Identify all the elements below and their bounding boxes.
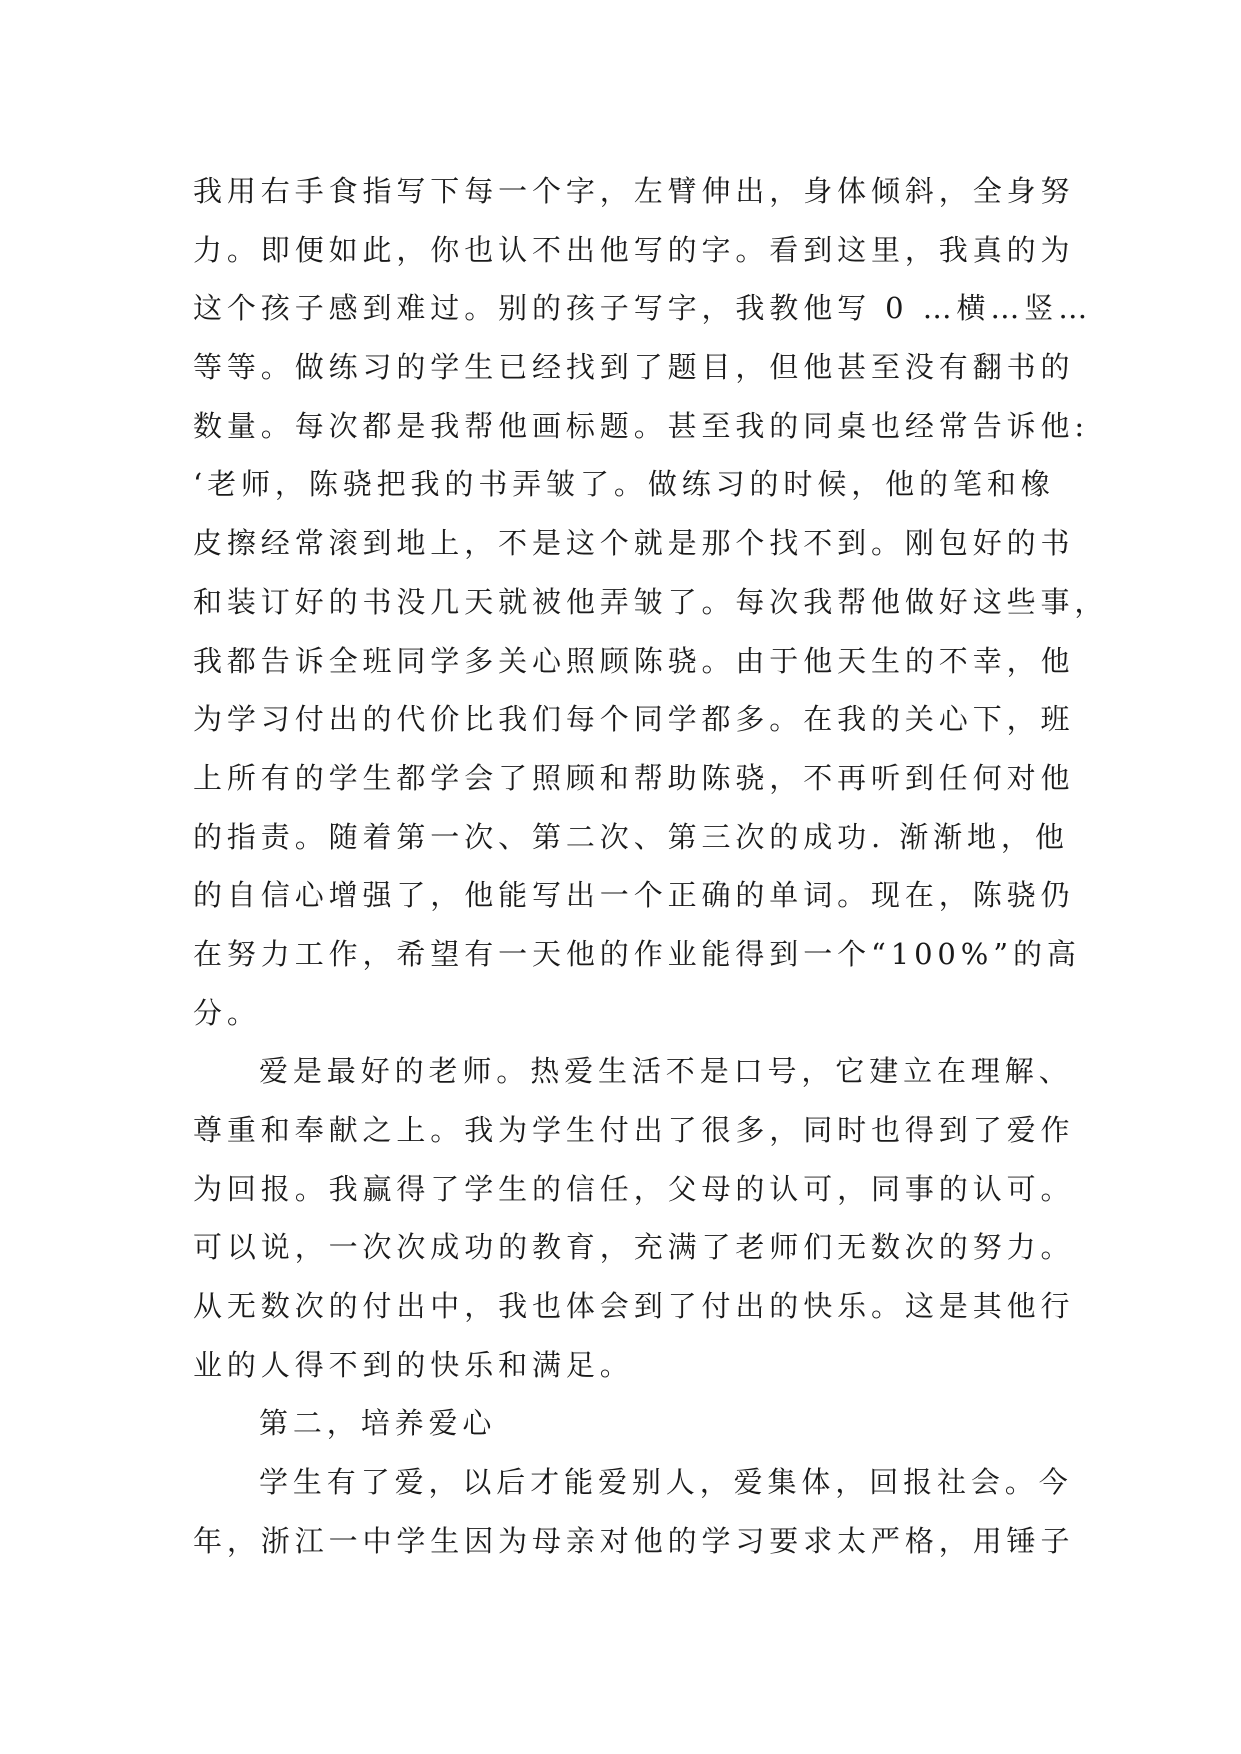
text-line: 业的人得不到的快乐和满足。 <box>193 1347 634 1382</box>
text-line: 的自信心增强了，他能写出一个正确的单词。现在，陈骁仍 <box>193 878 1075 913</box>
text-line: 力。即便如此，你也认不出他写的字。看到这里，我真的为 <box>193 232 1075 267</box>
text-line: 尊重和奉献之上。我为学生付出了很多，同时也得到了爱作 <box>193 1113 1075 1147</box>
document-body <box>193 162 1109 1571</box>
text-line: 和装订好的书没几天就被他弄皱了。每次我帮他做好这些事， <box>193 584 1109 619</box>
text-line: 我用右手食指写下每一个字，左臂伸出，身体倾斜，全身努 <box>193 174 1075 208</box>
text-line: 为学习付出的代价比我们每个同学都多。在我的关心下，班 <box>193 702 1075 737</box>
text-line: 在努力工作，希望有一天他的作业能得到一个“100%”的高 <box>193 936 1081 971</box>
text-line: 的指责。随着第一次、第二次、第三次的成功. 渐渐地，他 <box>193 819 1069 854</box>
text-line: 数量。每次都是我帮他画标题。甚至我的同桌也经常告诉他: <box>193 408 1090 443</box>
text-line: 从无数次的付出中，我也体会到了付出的快乐。这是其他行 <box>193 1289 1075 1324</box>
text-line: ‘老师，陈骁把我的书弄皱了。做练习的时候，他的笔和橡 <box>193 467 1055 502</box>
text-line: 等等。做练习的学生已经找到了题目，但他甚至没有翻书的 <box>193 350 1075 385</box>
text-line: 可以说，一次次成功的教育，充满了老师们无数次的努力。 <box>193 1230 1075 1265</box>
text-line: 为回报。我赢得了学生的信任，父母的认可，同事的认可。 <box>193 1171 1075 1206</box>
text-line: 年，浙江一中学生因为母亲对他的学习要求太严格，用锤子 <box>193 1523 1075 1558</box>
text-line: 皮擦经常滚到地上，不是这个就是那个找不到。刚包好的书 <box>193 526 1075 561</box>
text-line: 上所有的学生都学会了照顾和帮助陈骁，不再听到任何对他 <box>193 760 1075 795</box>
text-line: 分。 <box>193 995 261 1030</box>
text-line: 我都告诉全班同学多关心照顾陈骁。由于他天生的不幸，他 <box>193 643 1075 678</box>
paragraph-start-line: 爱是最好的老师。热爱生活不是口号，它建立在理解、 <box>259 1054 1073 1089</box>
section-heading: 第二，培养爱心 <box>259 1406 497 1441</box>
paragraph-start-line: 学生有了爱，以后才能爱别人，爱集体，回报社会。今 <box>259 1465 1073 1500</box>
text-line: 这个孩子感到难过。别的孩子写字，我教他写 0 …横…竖… <box>193 291 1093 326</box>
